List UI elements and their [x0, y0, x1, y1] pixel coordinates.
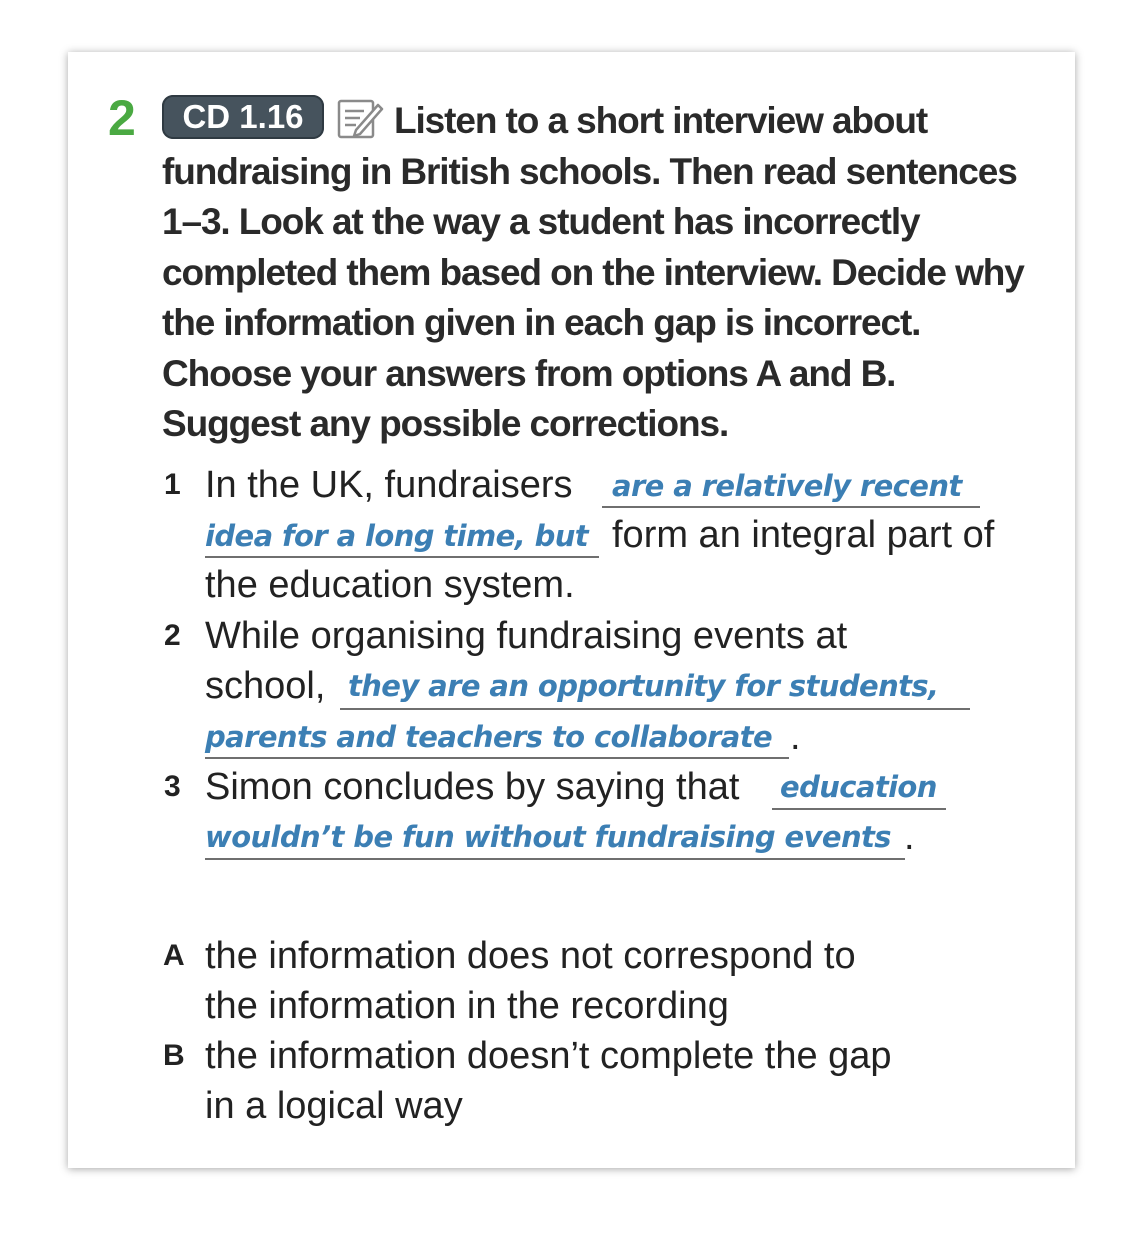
item-1-number: 1 [164, 468, 181, 501]
item-2-gap-underline-1 [340, 708, 970, 710]
option-b-line-2: in a logical way [205, 1085, 463, 1127]
item-2-number: 2 [164, 619, 181, 652]
exercise-instructions [162, 96, 1042, 450]
item-3-answer-line-2[interactable]: wouldn’t be fun without fundraising events [205, 820, 891, 854]
item-2-line-3: . [790, 716, 801, 758]
item-2-answer-line-1[interactable]: they are an opportunity for students, [348, 669, 939, 703]
item-1-gap-underline-2 [205, 556, 599, 558]
item-1-line-1: In the UK, fundraisers [205, 464, 573, 506]
item-2-answer-line-2[interactable]: parents and teachers to collaborate [205, 720, 773, 754]
option-a-letter: A [163, 939, 185, 972]
item-2-line-1: While organising fundraising events at [205, 615, 848, 657]
item-2-line-2: school, [205, 665, 326, 707]
option-a-line-2: the information in the recording [205, 985, 729, 1027]
item-1-gap-underline-1 [602, 506, 980, 508]
cd-track-badge[interactable]: CD 1.16 [162, 95, 324, 139]
item-3-line-2: . [904, 816, 915, 858]
option-b-line-1: the information doesn’t complete the gap [205, 1035, 892, 1077]
item-1-answer-line-1[interactable]: are a relatively recent [612, 469, 962, 503]
item-2-gap-underline-2 [205, 757, 789, 759]
item-1-line-2: form an integral part of [612, 514, 995, 556]
item-3-gap-underline-2 [205, 858, 905, 860]
item-1-line-3: the education system. [205, 564, 575, 606]
exercise-number: 2 [108, 90, 136, 146]
option-b-letter: B [163, 1039, 185, 1072]
item-3-answer-line-1[interactable]: education [780, 770, 937, 804]
item-3-number: 3 [164, 770, 181, 803]
item-3-line-1: Simon concludes by saying that [205, 766, 740, 808]
instructions-text: Listen to a short interview about fundraising in British schools. Then read sentences 1–3. Look at the way a student has incorrectly completed them based on the interview. Decide why the information given in each gap is incorrect. Choose your answers from options A and B. Suggest any possible corrections. [162, 100, 1024, 444]
item-1-answer-line-2[interactable]: idea for a long time, but [205, 519, 589, 553]
item-3-gap-underline-1 [772, 808, 946, 810]
option-a-line-1: the information does not correspond to [205, 935, 856, 977]
